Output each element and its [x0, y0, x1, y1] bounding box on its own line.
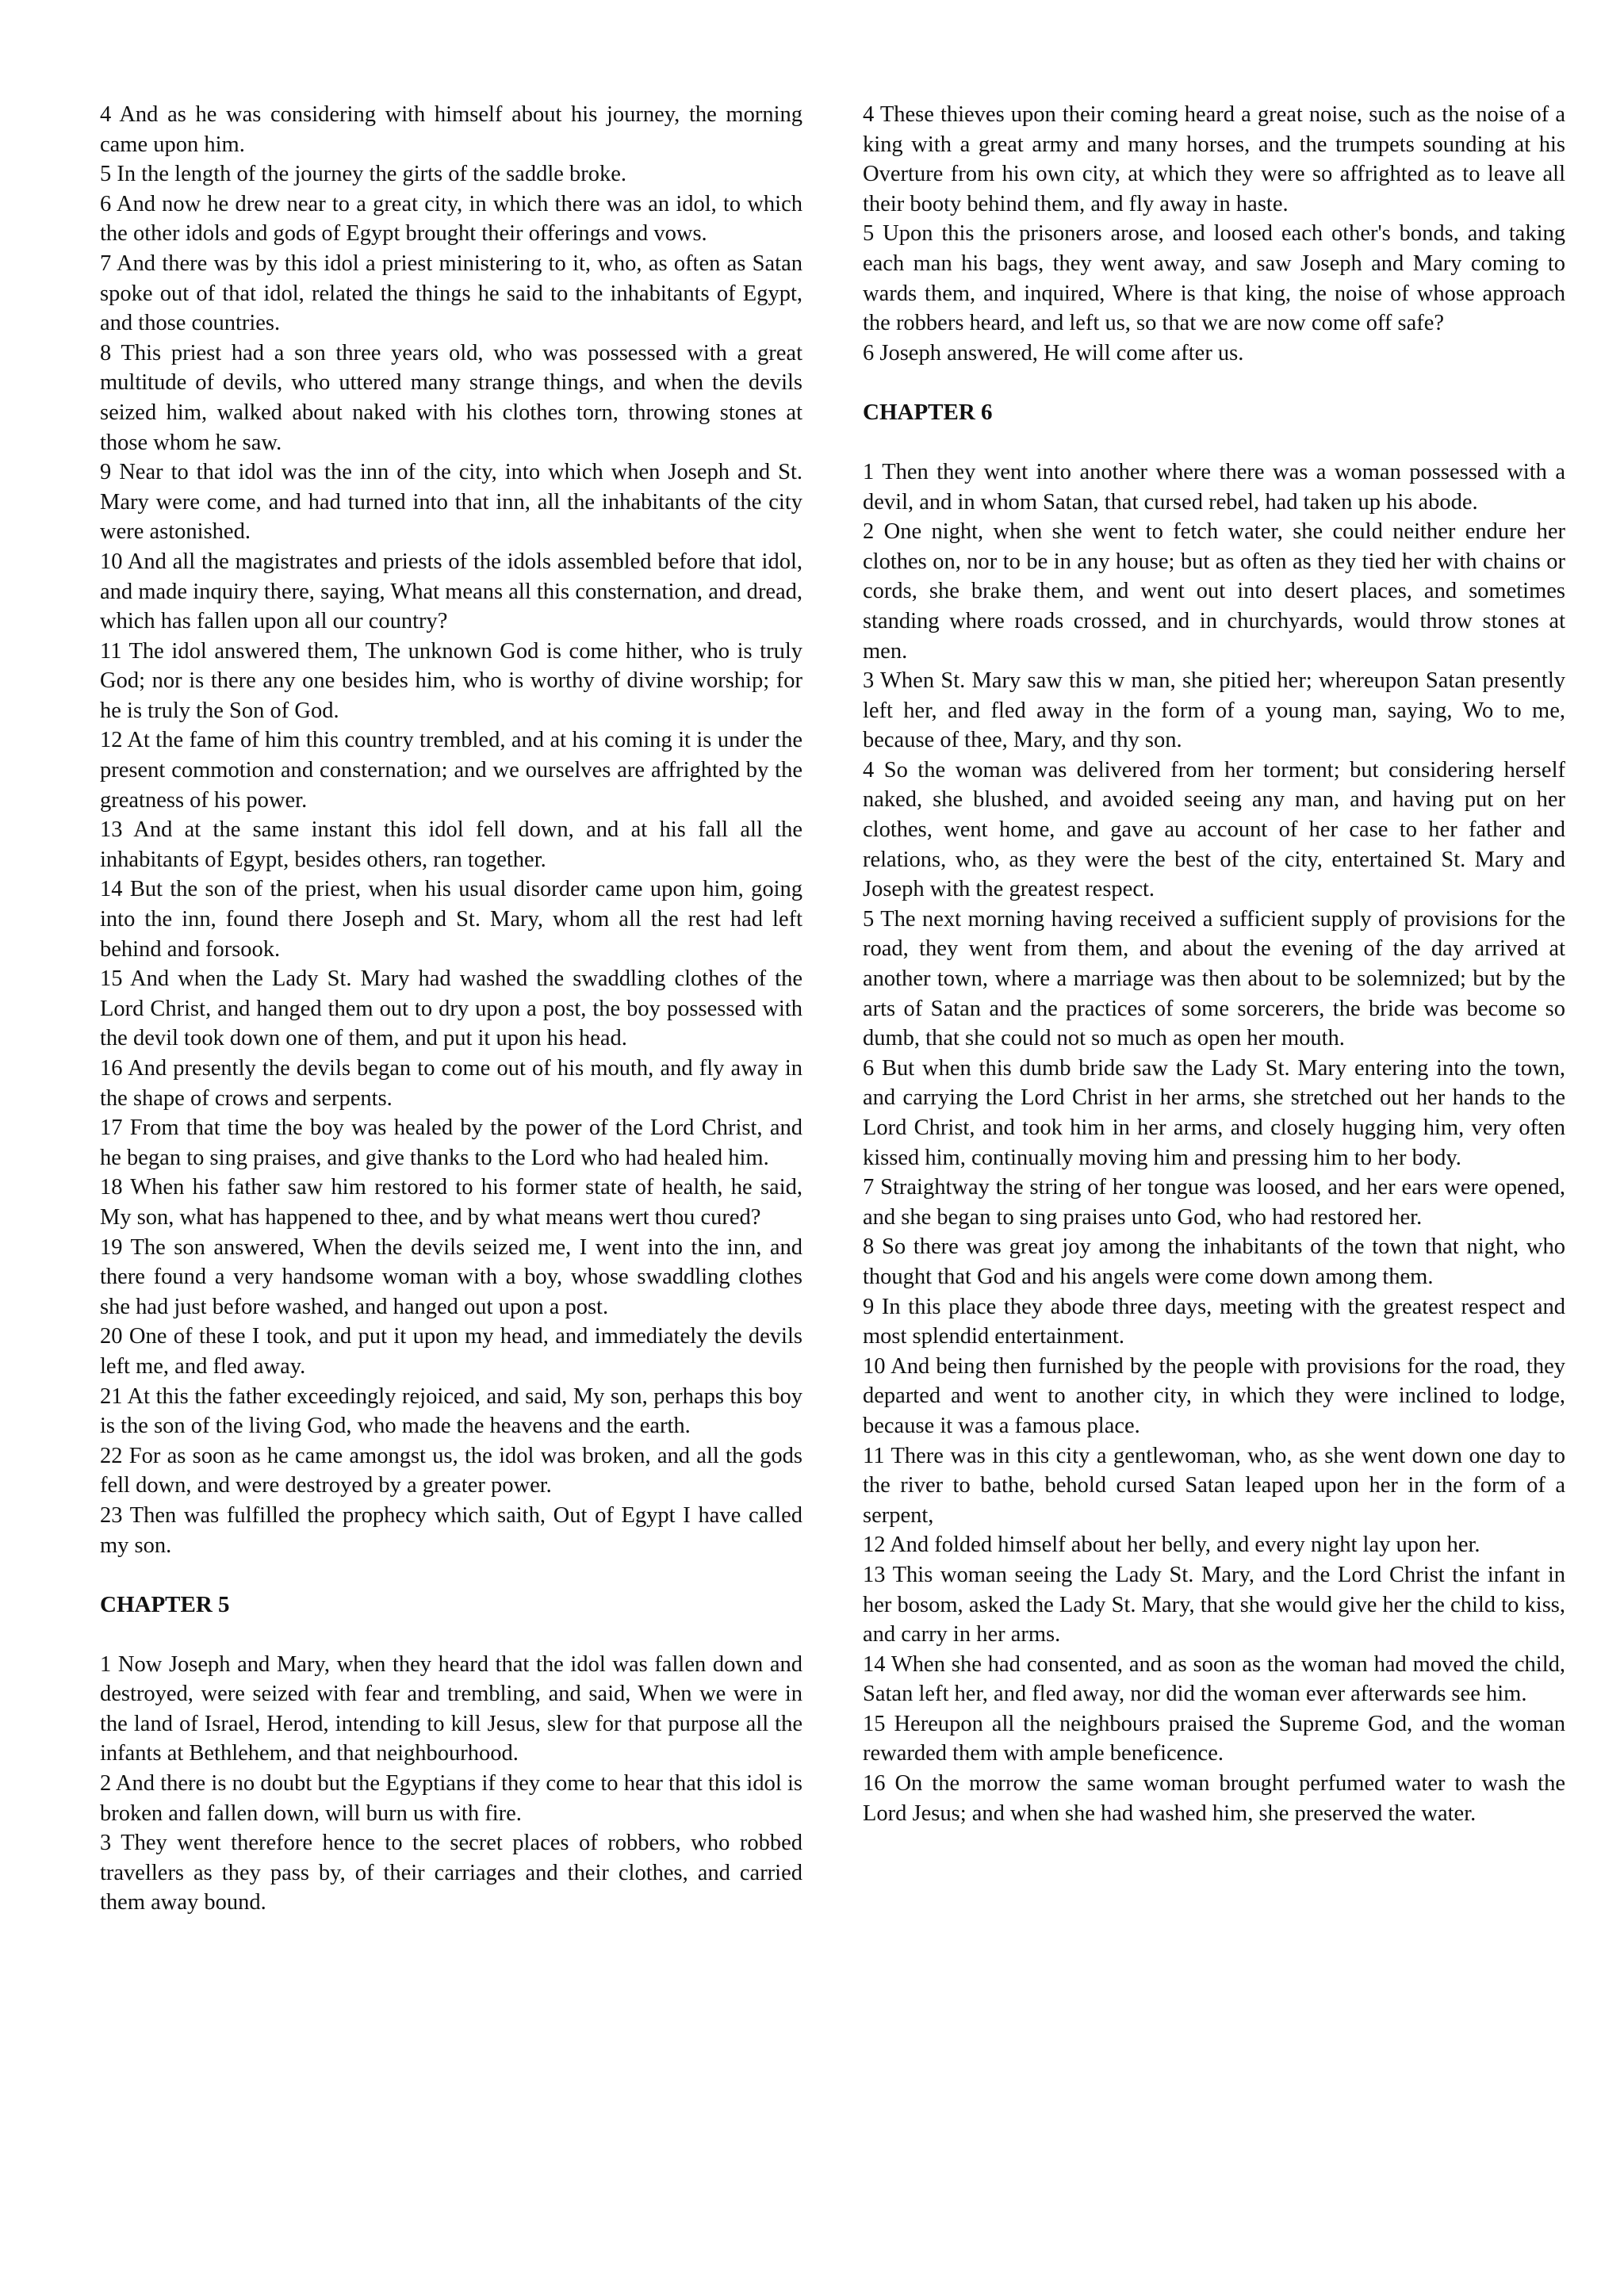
verse: 22 For as soon as he came amongst us, the idol was broken, and all the gods fell down, and were destroyed by a greater power. — [100, 1443, 802, 1498]
chapter-4-verses — [100, 100, 802, 1560]
verse: 6 And now he drew near to a great city, in which there was an idol, to which the other idols and gods of Egypt brought their offerings and vows. — [100, 191, 802, 247]
verse: 6 Joseph answered, He will come after us. — [863, 340, 1244, 365]
verse: 7 And there was by this idol a priest ministering to it, who, as often as Satan spoke out of that idol, related the things he said to the inhabitants of Egypt, and those countries. — [100, 251, 802, 336]
verse: 2 And there is no doubt but the Egyptians if they come to hear that this idol is broken and fallen down, will burn us with fire. — [100, 1771, 802, 1826]
verse: 23 Then was fulfilled the prophecy which saith, Out of Egypt I have called my son. — [100, 1502, 802, 1558]
verse: 14 But the son of the priest, when his usual disorder came upon him, going into the inn, found there Joseph and St. Mary, whom all the rest had left behind and forsook. — [100, 877, 802, 962]
right-column — [863, 100, 1565, 2296]
verse: 17 From that time the boy was healed by the power of the Lord Christ, and he began to sing praises, and give thanks to the Lord who had healed him. — [100, 1115, 802, 1170]
verse: 16 And presently the devils began to come out of his mouth, and fly away in the shape of crows and serpents. — [100, 1056, 802, 1111]
verse: 9 In this place they abode three days, meeting with the greatest respect and most splendid entertainment. — [863, 1294, 1565, 1349]
verse: 5 The next morning having received a sufficient supply of provisions for the road, they went from them, and about the evening of the day arrived at another town, where a marriage was then about to be solemnized; but by the arts of Satan and the practices of some sorcerers, the bride was become so dumb, that she could not so much as open her mouth. — [863, 906, 1565, 1051]
verse: 8 This priest had a son three years old, who was possessed with a great multitude of devils, who uttered many strange things, and when the devils seized him, walked about naked with his clothes torn, throwing stones at those whom he saw. — [100, 340, 802, 455]
chapter-heading: CHAPTER 5 — [100, 1592, 230, 1618]
verse: 10 And all the magistrates and priests of the idols assembled before that idol, and made inquiry there, saying, What means all this consternation, and dread, which has fallen upon all our country? — [100, 549, 802, 634]
verse: 3 They went therefore hence to the secret places of robbers, who robbed travellers as they pass by, of their carriages and their clothes, and carried them away bound. — [100, 1831, 802, 1915]
verse: 12 And folded himself about her belly, and every night lay upon her. — [863, 1533, 1480, 1558]
chapter-5-verses-continued — [863, 100, 1565, 368]
verse: 16 On the morrow the same woman brought perfumed water to wash the Lord Jesus; and when she had washed him, she preserved the water. — [863, 1771, 1565, 1826]
verse: 2 One night, when she went to fetch water, she could neither endure her clothes on, nor to be in any house; but as often as they tied her with chains or cords, she brake them, and went out into desert places, and sometimes standing where roads crossed, and in churchyards, would throw stones at men. — [863, 519, 1565, 664]
verse: 1 Now Joseph and Mary, when they heard that the idol was fallen down and destroyed, were seized with fear and trembling, and said, When we were in the land of Israel, Herod, intending to kill Jesus, slew for that purpose all the infants at Bethlehem, and that neighbourhood. — [100, 1651, 802, 1766]
verse: 4 So the woman was delivered from her torment; but considering herself naked, she blushed, and avoided seeing any man, and having put on her clothes, went home, and gave au account of her case to her father and relations, who, as they were the best of the city, entertained St. Mary and Joseph with the greatest respect. — [863, 757, 1565, 902]
verse: 5 Upon this the prisoners arose, and loosed each other's bonds, and taking each man his bags, they went away, and saw Joseph and Mary coming to wards them, and inquired, Where is that king, the noise of whose approach the robbers heard, and left us, so that we are now come off safe? — [863, 221, 1565, 336]
verse: 15 Hereupon all the neighbours praised the Supreme God, and the woman rewarded them with ample beneficence. — [863, 1711, 1565, 1766]
verse: 6 But when this dumb bride saw the Lady St. Mary entering into the town, and carrying the Lord Christ in her arms, she stretched out her hands to the Lord Christ, and took him in her arms, and closely hugging him, very often kissed him, continually moving him and pressing him to her body. — [863, 1055, 1565, 1170]
verse: 21 At this the father exceedingly rejoiced, and said, My son, perhaps this boy is the son of the living God, who made the heavens and the earth. — [100, 1383, 802, 1439]
chapter-6-verses — [863, 457, 1565, 1828]
verse: 11 The idol answered them, The unknown God is come hither, who is truly God; nor is there any one besides him, who is worthy of divine worship; for he is truly the Son of God. — [100, 638, 802, 723]
verse: 20 One of these I took, and put it upon my head, and immediately the devils left me, and fled away. — [100, 1324, 802, 1379]
verse: 12 At the fame of him this country trembled, and at his coming it is under the present commotion and consternation; and we ourselves are affrighted by the greatness of his power. — [100, 728, 802, 813]
verse: 9 Near to that idol was the inn of the city, into which when Joseph and St. Mary were come, and had turned into that inn, all the inhabitants of the city were astonished. — [100, 460, 802, 545]
verse: 11 There was in this city a gentlewoman, who, as she went down one day to the river to bathe, behold cursed Satan leaped upon her in the form of a serpent, — [863, 1443, 1565, 1528]
verse: 15 And when the Lady St. Mary had washed the swaddling clothes of the Lord Christ, and hanged them out to dry upon a post, the boy possessed with the devil took down one of them, and put it upon his head. — [100, 966, 802, 1051]
verse: 18 When his father saw him restored to his former state of health, he said, My son, what has happened to thee, and by what means wert thou cured? — [100, 1175, 802, 1230]
verse: 13 This woman seeing the Lady St. Mary, and the Lord Christ the infant in her bosom, asked the Lady St. Mary, that she would give her the child to kiss, and carry in her arms. — [863, 1562, 1565, 1647]
chapter-5-verses — [100, 1650, 802, 1918]
verse: 7 Straightway the string of her tongue was loosed, and her ears were opened, and she began to sing praises unto God, who had restored her. — [863, 1175, 1565, 1230]
verse: 4 And as he was considering with himself about his journey, the morning came upon him. — [100, 102, 802, 157]
verse: 1 Then they went into another where there was a woman possessed with a devil, and in whom Satan, that cursed rebel, had taken up his abode. — [863, 459, 1565, 515]
verse: 8 So there was great joy among the inhabitants of the town that night, who thought that God and his angels were come down among them. — [863, 1234, 1565, 1289]
verse: 14 When she had consented, and as soon as the woman had moved the child, Satan left her, and fled away, nor did the woman ever afterwards see him. — [863, 1651, 1565, 1707]
chapter-heading: CHAPTER 6 — [863, 400, 993, 426]
verse: 4 These thieves upon their coming heard a great noise, such as the noise of a king with a great army and many horses, and the trumpets sounding at his Overture from his own city, at which they were so affrighted as to leave all their booty behind them, and fly away in haste. — [863, 102, 1565, 216]
verse: 13 And at the same instant this idol fell down, and at his fall all the inhabitants of Egypt, besides others, ran together. — [100, 817, 802, 872]
verse: 19 The son answered, When the devils seized me, I went into the inn, and there found a very handsome woman with a boy, whose swaddling clothes she had just before washed, and hanged out upon a post. — [100, 1234, 802, 1319]
verse: 10 And being then furnished by the people with provisions for the road, they departed and went to another city, in which they were inclined to lodge, because it was a famous place. — [863, 1353, 1565, 1438]
verse: 3 When St. Mary saw this w man, she pitied her; whereupon Satan presently left her, and fled away in the form of a young man, saying, Wo to me, because of thee, Mary, and thy son. — [863, 668, 1565, 753]
verse: 5 In the length of the journey the girts of the saddle broke. — [100, 162, 627, 187]
left-column — [100, 100, 802, 2296]
